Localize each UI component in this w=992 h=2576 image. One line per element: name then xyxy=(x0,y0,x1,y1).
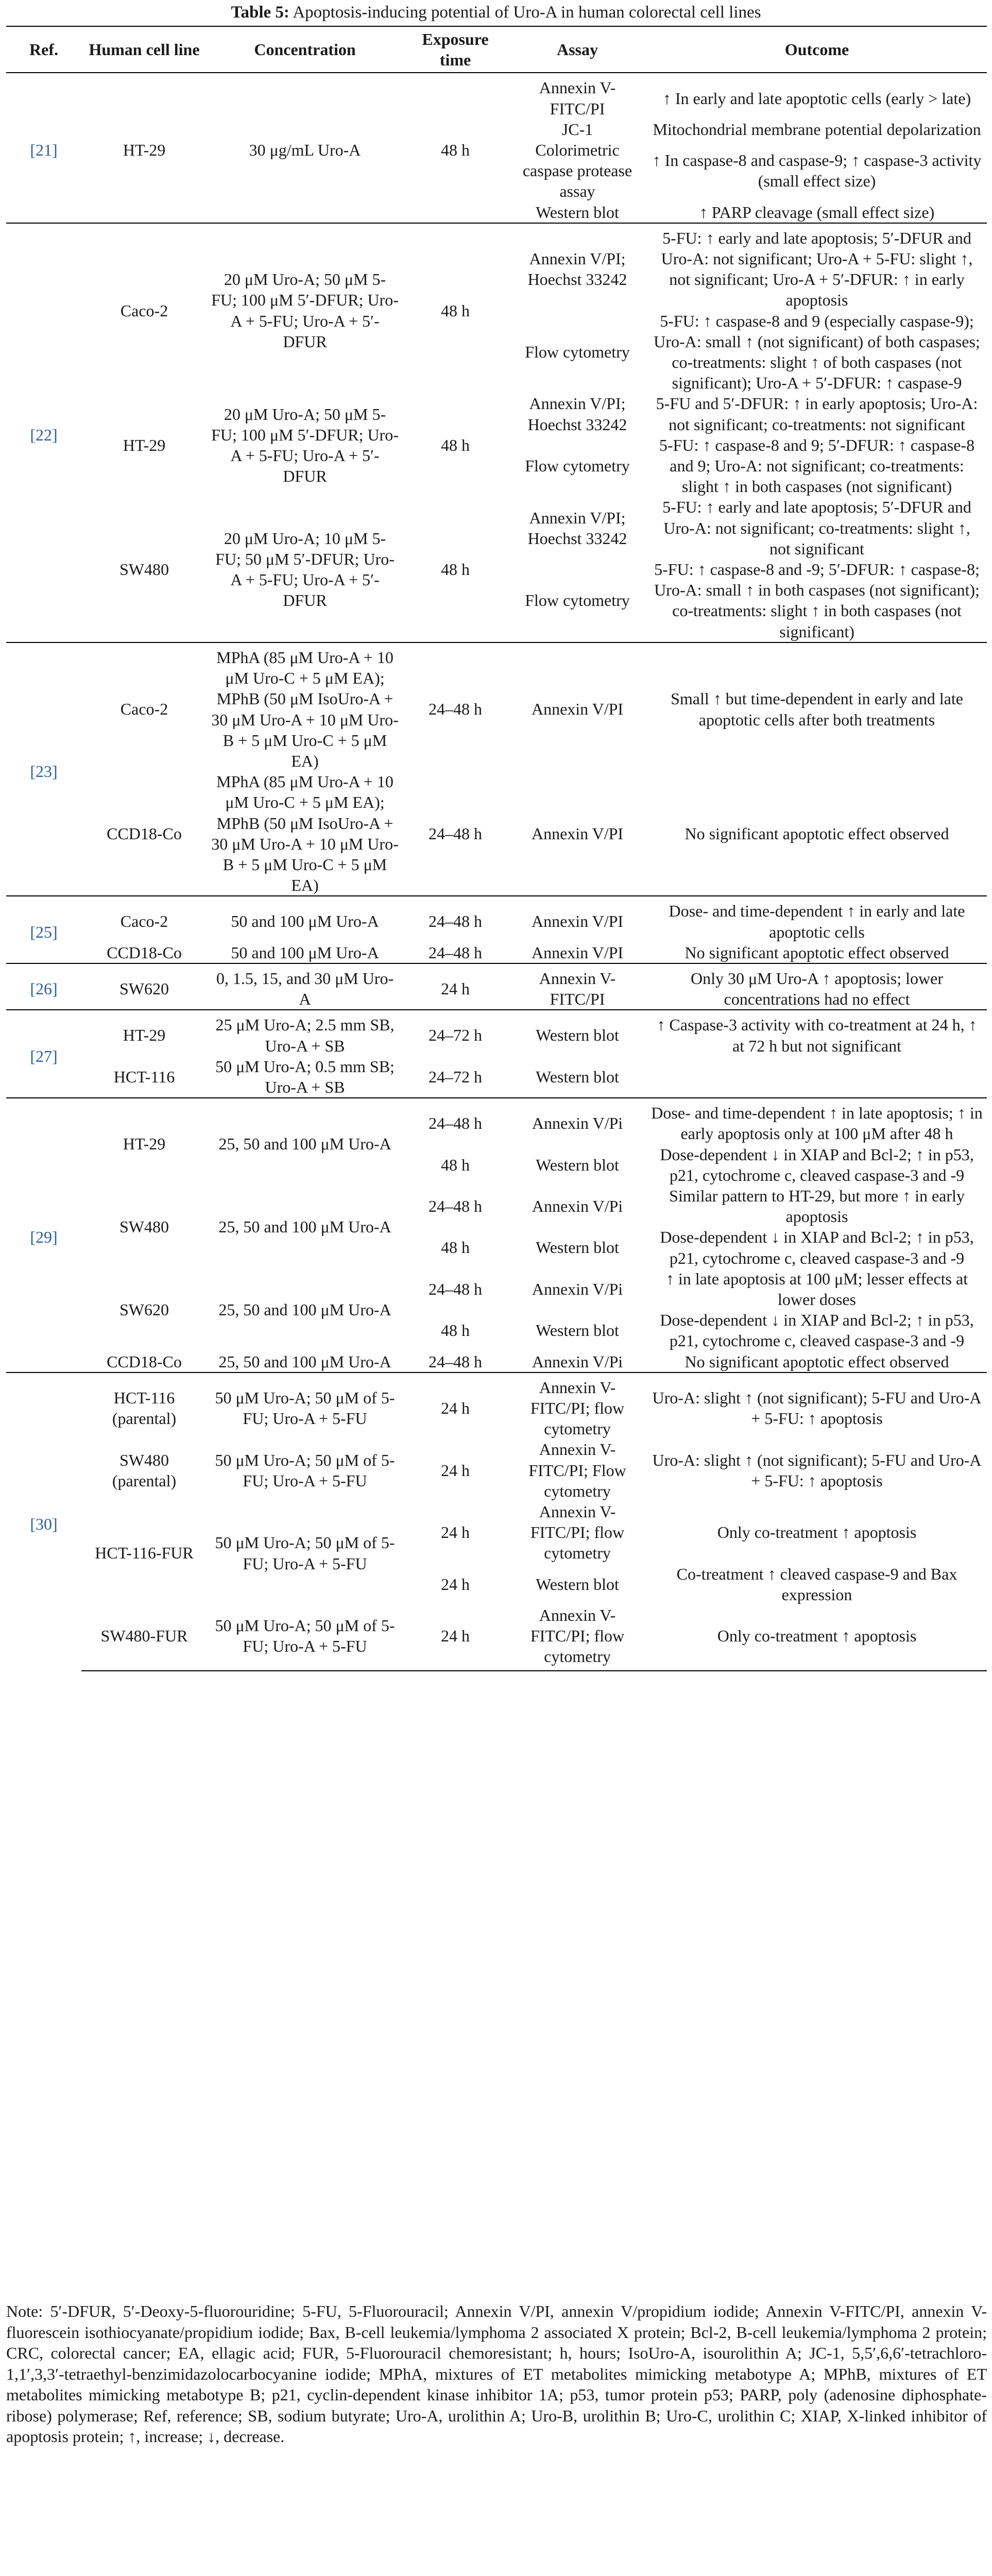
cell-assay: Annexin V-FITC/PI xyxy=(508,73,647,118)
cell-exposure-time: 48 h xyxy=(441,1238,470,1257)
cell-outcome: 5-FU: ↑ early and late apoptosis; 5′-DFUR and Uro-A: not significant; co-treatments: slight ↑, not significant xyxy=(662,498,971,558)
cell-cell-line: Caco-2 xyxy=(81,223,207,394)
cell-outcome: ↑ Caspase-3 activity with co-treatment at 24 h, ↑ at 72 h but not significant xyxy=(647,1010,987,1056)
table-row xyxy=(6,942,987,963)
cell-exposure-time: 24 h xyxy=(403,1372,508,1439)
cell-exposure-time: 24–48 h xyxy=(429,943,482,962)
cell-ref: [23] xyxy=(6,642,81,896)
cell-assay: Annexin V-FITC/PI xyxy=(508,963,647,1010)
cell-cell-line: CCD18-Co xyxy=(107,1352,182,1371)
cell-assay: Colorimetric caspase protease assay xyxy=(522,141,632,201)
cell-assay: Annexin V-FITC/PI; flow cytometry xyxy=(508,1605,647,1671)
table-row xyxy=(6,1056,987,1098)
cell-assay: Western blot xyxy=(536,1155,619,1174)
cell-outcome: No significant apoptotic effect observed xyxy=(685,943,949,962)
table-row xyxy=(6,1372,987,1439)
cell-concentration: 50 μM Uro-A; 50 μM of 5-FU; Uro-A + 5-FU xyxy=(207,1372,403,1439)
table-body xyxy=(6,73,987,1670)
table-caption xyxy=(0,2,992,23)
cell-outcome: ↑ in late apoptosis at 100 μM; lesser effects at lower doses xyxy=(665,1269,968,1309)
cell-cell-line: HCT-116 xyxy=(113,1067,175,1086)
cell-exposure-time: 48 h xyxy=(441,435,470,454)
cell-exposure-time: 24–48 h xyxy=(429,1279,482,1298)
cell-exposure-time: 48 h xyxy=(441,1155,470,1174)
cell-ref: [29] xyxy=(6,1098,81,1372)
cell-ref: [30] xyxy=(6,1372,81,1671)
cell-outcome: Dose-dependent ↓ in XIAP and Bcl-2; ↑ in p53, p21, cytochrome c, cleaved caspase-3 and -9 xyxy=(660,1145,974,1184)
cell-cell-line: HT-29 xyxy=(123,435,166,454)
cell-exposure-time: 24–72 h xyxy=(403,1010,508,1056)
cell-concentration: 25, 50 and 100 μM Uro-A xyxy=(207,1098,403,1185)
table-title: Apoptosis-inducing potential of Uro-A in human colorectal cell lines xyxy=(293,3,761,22)
cell-assay: Annexin V-FITC/PI; flow cytometry xyxy=(530,1502,625,1563)
cell-exposure-time: 24–48 h xyxy=(403,896,508,942)
cell-outcome: Small ↑ but time-dependent in early and late apoptotic cells after both treatments xyxy=(647,642,987,771)
cell-cell-line: HCT-116 (parental) xyxy=(81,1372,207,1439)
cell-cell-line: CCD18-Co xyxy=(107,824,182,843)
cell-exposure-time: 48 h xyxy=(441,1321,470,1340)
cell-cell-line: SW620 xyxy=(119,1300,169,1319)
cell-assay: Annexin V/Pi xyxy=(532,1279,623,1298)
table-label: Table 5: xyxy=(231,3,289,22)
cell-outcome: Dose- and time-dependent ↑ in late apoptosis; ↑ in early apoptosis only at 100 μM after 48 h xyxy=(647,1098,987,1144)
table-row xyxy=(6,497,987,559)
cell-cell-line: SW480 (parental) xyxy=(112,1450,177,1490)
cell-assay: Annexin V/Pi xyxy=(532,1352,623,1371)
header-ref: Ref. xyxy=(6,26,81,73)
cell-concentration: 50 and 100 μM Uro-A xyxy=(207,896,403,942)
cell-exposure-time: 24–48 h xyxy=(429,1197,482,1216)
cell-outcome: No significant apoptotic effect observed xyxy=(685,824,949,843)
table-row xyxy=(6,1010,987,1056)
cell-cell-line: SW480-FUR xyxy=(81,1605,207,1671)
cell-assay: Annexin V/Pi xyxy=(532,1197,623,1216)
cell-cell-line: HT-29 xyxy=(81,1010,207,1056)
table-row xyxy=(6,642,987,771)
cell-assay: Western blot xyxy=(536,1321,619,1340)
cell-exposure-time: 24–48 h xyxy=(429,824,482,843)
cell-exposure-time: 48 h xyxy=(403,73,508,223)
cell-cell-line: SW480 xyxy=(119,560,169,579)
cell-ref: [27] xyxy=(6,1010,81,1098)
table-row xyxy=(6,1098,987,1144)
cell-assay: Annexin V/PI xyxy=(508,642,647,771)
cell-concentration: 50 μM Uro-A; 50 μM of 5-FU; Uro-A + 5-FU xyxy=(215,1450,395,1490)
cell-outcome: 5-FU: ↑ early and late apoptosis; 5′-DFUR and Uro-A: not significant; Uro-A + 5-FU: slight ↑, not significant; Uro-A + 5′-DFUR: ↑ in early apoptosis xyxy=(647,223,987,311)
cell-exposure-time: 24–48 h xyxy=(403,1098,508,1144)
cell-outcome: Uro-A: slight ↑ (not significant); 5-FU and Uro-A + 5-FU: ↑ apoptosis xyxy=(647,1372,987,1439)
cell-concentration: 50 μM Uro-A; 0.5 mm SB; Uro-A + SB xyxy=(215,1057,395,1096)
header-outcome: Outcome xyxy=(647,26,987,73)
table-row xyxy=(6,896,987,942)
cell-assay: Western blot xyxy=(536,1574,619,1594)
cell-outcome: Dose- and time-dependent ↑ in early and late apoptotic cells xyxy=(647,896,987,942)
cell-exposure-time: 48 h xyxy=(403,223,508,394)
cell-assay: Annexin V/PI xyxy=(531,943,624,962)
header-cell-line: Human cell line xyxy=(81,26,207,73)
header-assay: Assay xyxy=(508,26,647,73)
cell-concentration: 50 μM Uro-A; 50 μM of 5-FU; Uro-A + 5-FU xyxy=(215,1533,395,1573)
cell-cell-line: Caco-2 xyxy=(81,896,207,942)
table-header xyxy=(6,26,987,73)
cell-assay: Annexin V/PI xyxy=(531,824,624,843)
cell-ref: [21] xyxy=(6,73,81,223)
cell-ref: [26] xyxy=(6,963,81,1010)
cell-cell-line: SW480 xyxy=(119,1217,169,1236)
cell-assay: Flow cytometry xyxy=(525,456,630,476)
cell-outcome: Dose-dependent ↓ in XIAP and Bcl-2; ↑ in p53, p21, cytochrome c, cleaved caspase-3 and -9 xyxy=(660,1228,974,1267)
cell-exposure-time: 24–48 h xyxy=(429,1352,482,1371)
cell-assay: JC-1 xyxy=(561,120,593,139)
cell-assay: Flow cytometry xyxy=(525,591,630,610)
cell-cell-line: Caco-2 xyxy=(81,642,207,771)
cell-outcome: Similar pattern to HT-29, but more ↑ in early apoptosis xyxy=(669,1186,965,1226)
cell-concentration: MPhA (85 μM Uro-A + 10 μM Uro-C + 5 μM EA); MPhB (50 μM IsoUro-A + 30 μM Uro-A + 10 μM Uro-B + 5 μM Uro-C + 5 μM EA) xyxy=(207,642,403,771)
table-row xyxy=(6,1351,987,1372)
cell-outcome: Only co-treatment ↑ apoptosis xyxy=(647,1605,987,1671)
table-row xyxy=(6,1268,987,1310)
cell-assay: Western blot xyxy=(536,202,619,222)
cell-cell-line: SW620 xyxy=(81,963,207,1010)
cell-cell-line: CCD18-Co xyxy=(107,943,182,962)
cell-exposure-time: 24–72 h xyxy=(429,1067,482,1086)
cell-outcome xyxy=(647,1056,987,1098)
cell-concentration: 0, 1.5, 15, and 30 μM Uro-A xyxy=(207,963,403,1010)
cell-exposure-time: 24 h xyxy=(403,963,508,1010)
cell-assay: Flow cytometry xyxy=(525,342,630,361)
cell-assay: Western blot xyxy=(536,1238,619,1257)
cell-assay: Western blot xyxy=(508,1010,647,1056)
table-row xyxy=(6,771,987,896)
cell-cell-line: HT-29 xyxy=(81,1098,207,1185)
table-row xyxy=(6,393,987,434)
cell-outcome: ↑ PARP cleavage (small effect size) xyxy=(699,202,935,222)
cell-assay: Annexin V/PI; Hoechst 33242 xyxy=(508,223,647,311)
cell-concentration: 25, 50 and 100 μM Uro-A xyxy=(218,1300,391,1319)
cell-outcome: 5-FU: ↑ caspase-8 and 9 (especially caspase-9); Uro-A: small ↑ (not significant) of both caspases; co-treatments: slight ↑ of both caspases (not significant); Uro-A + 5′-DFUR: ↑ caspase-9 xyxy=(654,311,980,393)
cell-outcome: Only 30 μM Uro-A ↑ apoptosis; lower concentrations had no effect xyxy=(647,963,987,1010)
cell-ref: [25] xyxy=(6,896,81,963)
cell-exposure-time: 24 h xyxy=(441,1574,470,1594)
table-row xyxy=(6,73,987,118)
cell-assay: Annexin V/Pi xyxy=(508,1098,647,1144)
header-row xyxy=(6,26,987,73)
cell-assay: Annexin V-FITC/PI; Flow cytometry xyxy=(528,1440,626,1500)
cell-concentration: 50 and 100 μM Uro-A xyxy=(231,943,379,962)
table-row xyxy=(6,1185,987,1227)
cell-outcome: Co-treatment ↑ cleaved caspase-9 and Bax expression xyxy=(676,1564,957,1604)
header-exposure-time: Exposure time xyxy=(403,26,508,73)
table-note: Note: 5′-DFUR, 5′-Deoxy-5-fluorouridine; 5-FU, 5-Fluorouracil; Annexin V/PI, annexin V/propidium iodide; Annexin V-FITC/PI, annexin V-fluorescein isothiocyanate/propidium iodide; Bax, B-cell leukemia/lymphoma 2 associated X protein; Bcl-2, B-cell leukemia/lymphoma 2 protein; CRC, colorectal cancer; EA, ellagic acid; FUR, 5-Fluorouracil chemoresistant; h, hours; IsoUro-A, isourolithin A; JC-1, 5,5′,6,6′-tetrachloro-1,1′,3,3′-tetraethyl-benzimidazolocarbocyanine iodide; MPhA, mixtures of ET metabolites mimicking metabotype A; MPhB, mixtures of ET metabolites mimicking metabotype B; p21, cyclin-dependent kinase inhibitor 1A; p53, tumor protein p53; PARP, poly (adenosine diphosphate-ribose) polymerase; Ref, reference; SB, sodium butyrate; Uro-A, urolithin A; Uro-B, urolithin B; Uro-C, urolithin C; XIAP, X-linked inhibitor of apoptosis protein; ↑, increase; ↓, decrease. xyxy=(6,2302,987,2446)
cell-assay: Annexin V/PI; Hoechst 33242 xyxy=(527,394,627,434)
cell-concentration: MPhA (85 μM Uro-A + 10 μM Uro-C + 5 μM EA); MPhB (50 μM IsoUro-A + 30 μM Uro-A + 10 μM Uro-B + 5 μM Uro-C + 5 μM EA) xyxy=(211,772,399,895)
cell-outcome: Only co-treatment ↑ apoptosis xyxy=(717,1523,917,1542)
cell-outcome: 5-FU: ↑ caspase-8 and 9; 5′-DFUR: ↑ caspase-8 and 9; Uro-A: not significant; co-treatments: slight ↑ in both caspases (not significant) xyxy=(659,435,975,496)
cell-exposure-time: 48 h xyxy=(441,560,470,579)
header-concentration: Concentration xyxy=(207,26,403,73)
cell-ref: [22] xyxy=(6,223,81,642)
table-row xyxy=(6,1439,987,1501)
cell-exposure-time: 24 h xyxy=(403,1605,508,1671)
cell-assay: Annexin V/PI xyxy=(508,896,647,942)
apoptosis-table xyxy=(6,26,987,1671)
cell-concentration: 20 μM Uro-A; 50 μM 5-FU; 100 μM 5′-DFUR; Uro-A + 5-FU; Uro-A + 5′-DFUR xyxy=(207,223,403,394)
cell-exposure-time: 24–48 h xyxy=(403,642,508,771)
cell-assay: Annexin V-FITC/PI; flow cytometry xyxy=(508,1372,647,1439)
cell-outcome: 5-FU and 5′-DFUR: ↑ in early apoptosis; Uro-A: not significant; co-treatments: not significant xyxy=(656,394,978,434)
cell-concentration: 25 μM Uro-A; 2.5 mm SB, Uro-A + SB xyxy=(207,1010,403,1056)
cell-assay: Annexin V/PI; Hoechst 33242 xyxy=(527,508,627,548)
table-row xyxy=(6,963,987,1010)
cell-outcome: Dose-dependent ↓ in XIAP and Bcl-2; ↑ in p53, p21, cytochrome c, cleaved caspase-3 and -9 xyxy=(660,1311,974,1350)
cell-concentration: 20 μM Uro-A; 50 μM 5-FU; 100 μM 5′-DFUR; Uro-A + 5-FU; Uro-A + 5′-DFUR xyxy=(211,404,399,486)
cell-outcome: ↑ In caspase-8 and caspase-9; ↑ caspase-3 activity (small effect size) xyxy=(652,151,982,191)
cell-exposure-time: 24 h xyxy=(441,1523,470,1542)
cell-outcome: Mitochondrial membrane potential depolarization xyxy=(653,120,981,139)
cell-concentration: 25, 50 and 100 μM Uro-A xyxy=(218,1352,391,1371)
cell-cell-line: HT-29 xyxy=(81,73,207,223)
cell-outcome: 5-FU: ↑ caspase-8 and -9; 5′-DFUR: ↑ caspase-8; Uro-A: small ↑ in both caspases (not significant); co-treatments: slight ↑ in both caspases (not significant) xyxy=(654,560,980,641)
table-row xyxy=(6,1605,987,1671)
cell-outcome: No significant apoptotic effect observed xyxy=(685,1352,949,1371)
cell-cell-line: HCT-116-FUR xyxy=(95,1544,194,1563)
cell-outcome: ↑ In early and late apoptotic cells (early > late) xyxy=(647,73,987,118)
cell-outcome: Uro-A: slight ↑ (not significant); 5-FU and Uro-A + 5-FU: ↑ apoptosis xyxy=(652,1450,982,1490)
cell-concentration: 20 μM Uro-A; 10 μM 5-FU; 50 μM 5′-DFUR; Uro-A + 5-FU; Uro-A + 5′-DFUR xyxy=(215,529,395,610)
cell-assay: Western blot xyxy=(536,1067,619,1086)
table-row xyxy=(6,223,987,311)
cell-exposure-time: 24 h xyxy=(441,1461,470,1480)
cell-concentration: 50 μM Uro-A; 50 μM of 5-FU; Uro-A + 5-FU xyxy=(207,1605,403,1671)
cell-concentration: 25, 50 and 100 μM Uro-A xyxy=(218,1217,391,1236)
table-row xyxy=(6,1501,987,1564)
cell-concentration: 30 μg/mL Uro-A xyxy=(207,73,403,223)
